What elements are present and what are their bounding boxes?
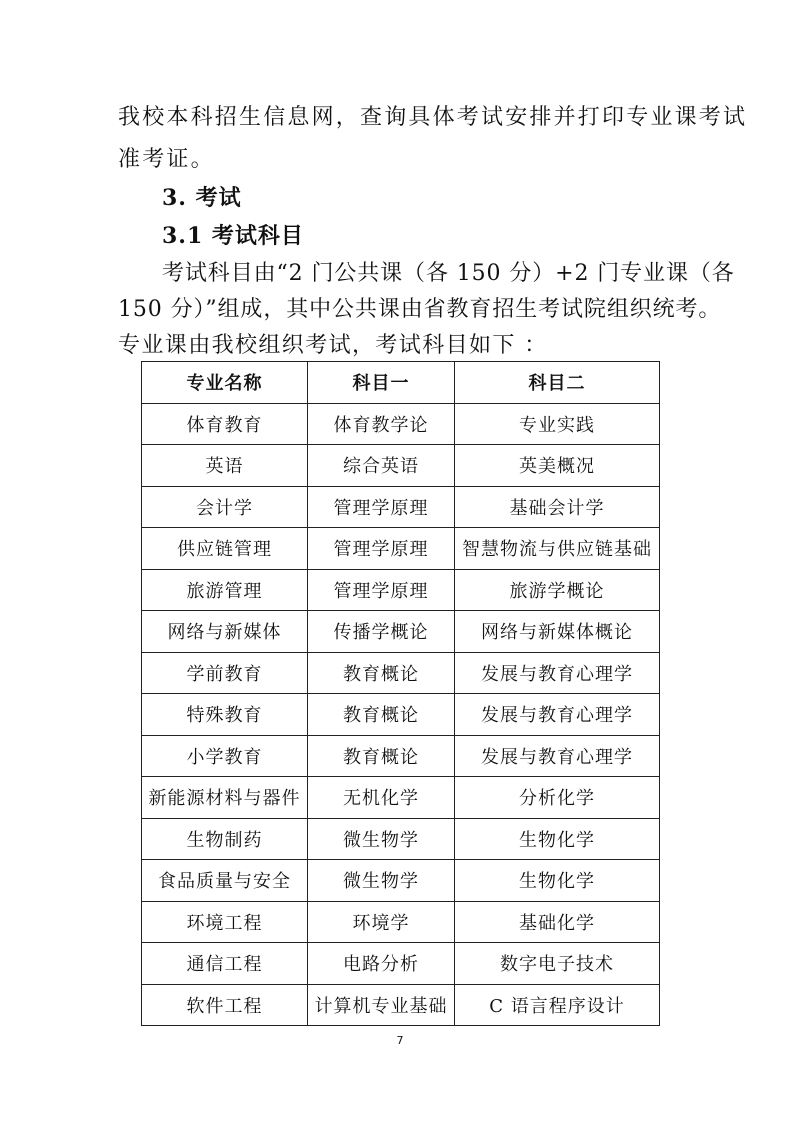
cell-subject-two: 智慧物流与供应链基础 [455, 528, 660, 570]
body-text-line: 考试科目由“2 门公共课（各 150 分）+2 门专业课（各 [162, 261, 735, 286]
cell-subject-two: 英美概况 [455, 445, 660, 487]
body-text-line: 150 分）”组成，其中公共课由省教育招生考试院组织统考。 [118, 297, 722, 322]
cell-subject-two: 生物化学 [455, 860, 660, 902]
cell-subject-two: 专业实践 [455, 403, 660, 445]
header-subject-two: 科目二 [455, 362, 660, 404]
table-row [142, 403, 660, 445]
table-row [142, 652, 660, 694]
cell-major: 食品质量与安全 [142, 860, 308, 902]
table-row [142, 777, 660, 819]
cell-subject-one: 传播学概论 [308, 611, 455, 653]
cell-subject-one: 教育概论 [308, 694, 455, 736]
cell-subject-one: 教育概论 [308, 652, 455, 694]
cell-major: 软件工程 [142, 984, 308, 1026]
cell-major: 英语 [142, 445, 308, 487]
cell-subject-one: 体育教学论 [308, 403, 455, 445]
cell-subject-one: 管理学原理 [308, 486, 455, 528]
cell-major: 新能源材料与器件 [142, 777, 308, 819]
cell-major: 小学教育 [142, 735, 308, 777]
cell-subject-one: 电路分析 [308, 943, 455, 985]
table-row [142, 735, 660, 777]
table-row [142, 569, 660, 611]
section-heading: 3. 考试 [162, 185, 242, 211]
table-header-row [142, 362, 660, 404]
cell-subject-one: 微生物学 [308, 818, 455, 860]
cell-subject-one: 微生物学 [308, 860, 455, 902]
body-text-line: 我校本科招生信息网，查询具体考试安排并打印专业课考试 [118, 105, 748, 130]
exam-subjects-table [141, 361, 660, 1026]
cell-subject-one: 教育概论 [308, 735, 455, 777]
cell-major: 学前教育 [142, 652, 308, 694]
cell-subject-two: 网络与新媒体概论 [455, 611, 660, 653]
page-number: 7 [396, 1034, 404, 1047]
cell-subject-two: 分析化学 [455, 777, 660, 819]
cell-major: 通信工程 [142, 943, 308, 985]
cell-subject-one: 综合英语 [308, 445, 455, 487]
cell-major: 会计学 [142, 486, 308, 528]
cell-subject-two: 生物化学 [455, 818, 660, 860]
cell-subject-two: 数字电子技术 [455, 943, 660, 985]
body-text-line: 准考证。 [118, 147, 215, 172]
table-row [142, 445, 660, 487]
cell-subject-two: 发展与教育心理学 [455, 735, 660, 777]
table-row [142, 486, 660, 528]
subsection-heading: 3.1 考试科目 [162, 223, 304, 249]
cell-major: 网络与新媒体 [142, 611, 308, 653]
table-row [142, 611, 660, 653]
cell-subject-one: 计算机专业基础 [308, 984, 455, 1026]
cell-subject-two: 发展与教育心理学 [455, 694, 660, 736]
cell-subject-two: 旅游学概论 [455, 569, 660, 611]
cell-major: 生物制药 [142, 818, 308, 860]
cell-major: 供应链管理 [142, 528, 308, 570]
cell-major: 旅游管理 [142, 569, 308, 611]
table-row [142, 694, 660, 736]
table-row [142, 528, 660, 570]
cell-subject-two: 基础化学 [455, 901, 660, 943]
table-row [142, 901, 660, 943]
cell-subject-two: 发展与教育心理学 [455, 652, 660, 694]
table-row [142, 818, 660, 860]
cell-subject-one: 管理学原理 [308, 528, 455, 570]
cell-subject-one: 无机化学 [308, 777, 455, 819]
cell-major: 体育教育 [142, 403, 308, 445]
cell-subject-one: 管理学原理 [308, 569, 455, 611]
cell-major: 环境工程 [142, 901, 308, 943]
header-subject-one: 科目一 [308, 362, 455, 404]
cell-major: 特殊教育 [142, 694, 308, 736]
header-major-name: 专业名称 [142, 362, 308, 404]
table-row [142, 984, 660, 1026]
table-row [142, 943, 660, 985]
cell-subject-two: C 语言程序设计 [455, 984, 660, 1026]
cell-subject-one: 环境学 [308, 901, 455, 943]
body-text-line: 专业课由我校组织考试，考试科目如下 ： [118, 333, 548, 358]
cell-subject-two: 基础会计学 [455, 486, 660, 528]
table-row [142, 860, 660, 902]
